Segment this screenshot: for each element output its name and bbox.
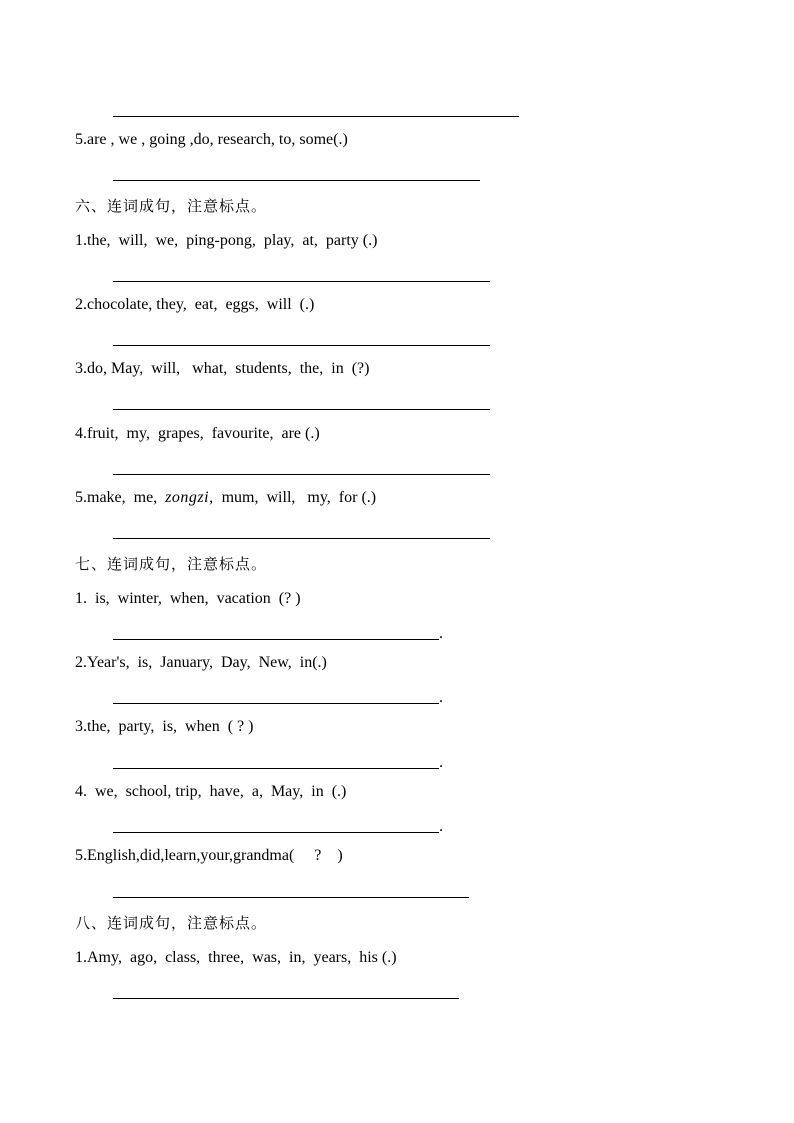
answer-line xyxy=(113,281,490,282)
question-6-5-part2: mum, will, my, for (.) xyxy=(213,489,377,506)
question-7-5: 5.English,did,learn,your,grandma( ? ) xyxy=(75,847,343,864)
answer-line xyxy=(113,474,490,475)
question-6-3: 3.do, May, will, what, students, the, in (?) xyxy=(75,360,370,377)
question-6-4: 4.fruit, my, grapes, favourite, are (.) xyxy=(75,425,320,442)
question-7-2: 2.Year's, is, January, Day, New, in(.) xyxy=(75,654,327,671)
question-7-1: 1. is, winter, when, vacation (? ) xyxy=(75,590,301,607)
answer-line xyxy=(113,998,459,999)
question-7-3: 3.the, party, is, when ( ? ) xyxy=(75,718,254,735)
section-6-heading: 六、连词成句，注意标点。 xyxy=(75,197,268,215)
answer-line xyxy=(113,768,439,769)
question-6-2: 2.chocolate, they, eat, eggs, will (.) xyxy=(75,296,315,313)
answer-line xyxy=(113,832,439,833)
answer-line xyxy=(113,345,490,346)
answer-line xyxy=(113,180,480,181)
answer-period: . xyxy=(439,818,443,835)
answer-period: . xyxy=(439,625,443,642)
section-7-heading: 七、连词成句，注意标点。 xyxy=(75,555,268,573)
question-6-5-italic-word: zongzi, xyxy=(165,489,214,506)
question-6-5-part1: 5.make, me, xyxy=(75,489,166,506)
question-5-5: 5.are , we , going ,do, research, to, some(.) xyxy=(75,131,348,148)
answer-line xyxy=(113,897,469,898)
question-6-1: 1.the, will, we, ping-pong, play, at, party (.) xyxy=(75,232,378,249)
answer-line xyxy=(113,409,490,410)
answer-line xyxy=(113,116,519,117)
answer-line xyxy=(113,639,439,640)
answer-line xyxy=(113,538,490,539)
question-7-4: 4. we, school, trip, have, a, May, in (.) xyxy=(75,783,347,800)
answer-line xyxy=(113,703,439,704)
question-6-5 xyxy=(75,488,376,508)
section-8-heading: 八、连词成句，注意标点。 xyxy=(75,914,268,932)
question-8-1: 1.Amy, ago, class, three, was, in, years, his (.) xyxy=(75,949,397,966)
answer-period: . xyxy=(439,689,443,706)
answer-period: . xyxy=(439,754,443,771)
